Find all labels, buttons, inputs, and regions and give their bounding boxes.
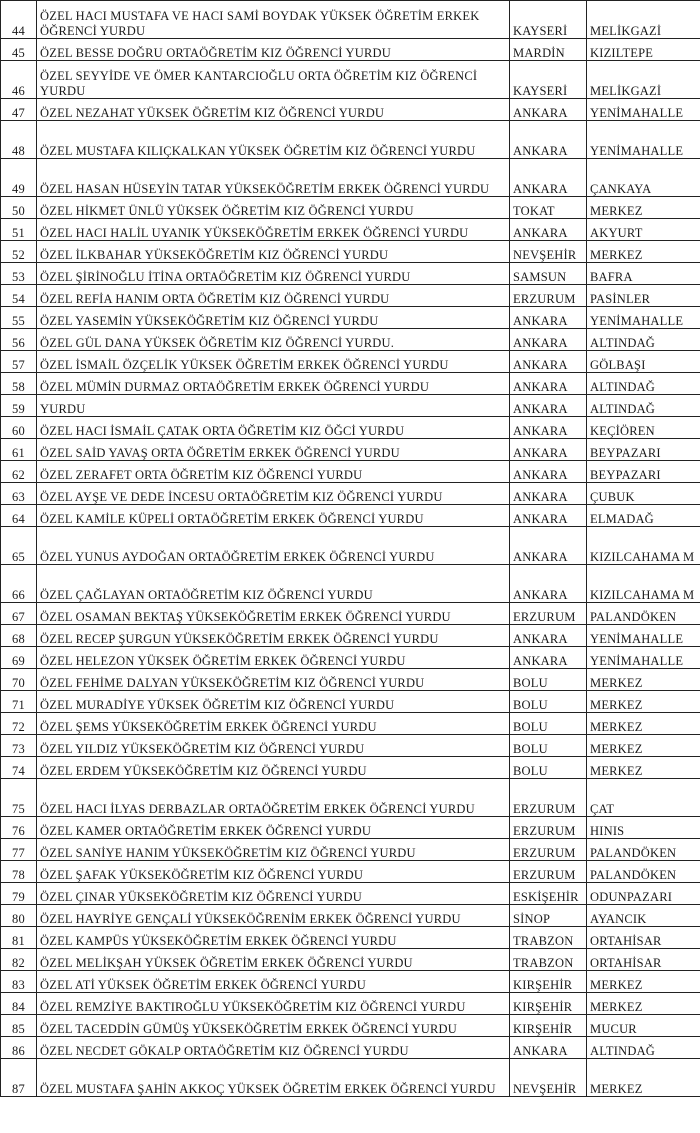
district-name: KIZILTEPE [587,39,700,61]
row-number: 69 [1,647,37,669]
table-row [1,603,700,625]
row-number: 52 [1,241,37,263]
city-name: BOLU [510,713,587,735]
row-number: 66 [1,565,37,603]
city-name: BOLU [510,757,587,779]
district-name: BEYPAZARI [587,461,700,483]
dormitory-name: YURDU [37,395,510,417]
district-name: MERKEZ [587,735,700,757]
dormitory-name: ÖZEL SANİYE HANIM YÜKSEKÖĞRETİM KIZ ÖĞRENCİ YURDU [37,839,510,861]
city-name: KIRŞEHİR [510,993,587,1015]
city-name: ANKARA [510,329,587,351]
dormitory-name: ÖZEL ATİ YÜKSEK ÖĞRETİM ERKEK ÖĞRENCİ YURDU [37,971,510,993]
city-name: TOKAT [510,197,587,219]
district-name: MERKEZ [587,669,700,691]
district-name: MELİKGAZİ [587,1,700,39]
table-row [1,1037,700,1059]
row-number: 60 [1,417,37,439]
table-row [1,505,700,527]
dormitory-name: ÖZEL OSAMAN BEKTAŞ YÜKSEKÖĞRETİM ERKEK ÖĞRENCİ YURDU [37,603,510,625]
dormitory-name: ÖZEL MURADİYE YÜKSEK ÖĞRETİM KIZ ÖĞRENCİ YURDU [37,691,510,713]
row-number: 87 [1,1059,37,1097]
dormitory-name: ÖZEL ÇINAR YÜKSEKÖĞRETİM KIZ ÖĞRENCİ YURDU [37,883,510,905]
city-name: BOLU [510,735,587,757]
dormitory-name: ÖZEL MUSTAFA KILIÇKALKAN YÜKSEK ÖĞRETİM KIZ ÖĞRENCİ YURDU [37,121,510,159]
table-row [1,395,700,417]
table-row [1,927,700,949]
dormitory-name: ÖZEL GÜL DANA YÜKSEK ÖĞRETİM KIZ ÖĞRENCİ YURDU. [37,329,510,351]
district-name: KIZILCAHAMA M [587,565,700,603]
row-number: 85 [1,1015,37,1037]
row-number: 44 [1,1,37,39]
table-row [1,39,700,61]
row-number: 64 [1,505,37,527]
row-number: 65 [1,527,37,565]
dormitory-name: ÖZEL NECDET GÖKALP ORTAÖĞRETİM KIZ ÖĞRENCİ YURDU [37,1037,510,1059]
city-name: ANKARA [510,307,587,329]
city-name: ERZURUM [510,861,587,883]
district-name: ALTINDAĞ [587,373,700,395]
row-number: 61 [1,439,37,461]
table-row [1,691,700,713]
district-name: ORTAHİSAR [587,949,700,971]
dormitory-name: ÖZEL NEZAHAT YÜKSEK ÖĞRETİM KIZ ÖĞRENCİ YURDU [37,99,510,121]
district-name: PALANDÖKEN [587,603,700,625]
row-number: 82 [1,949,37,971]
table-row [1,1059,700,1097]
district-name: MERKEZ [587,993,700,1015]
table-row [1,817,700,839]
city-name: KAYSERİ [510,1,587,39]
district-name: YENİMAHALLE [587,99,700,121]
district-name: MERKEZ [587,241,700,263]
table-row [1,949,700,971]
table-row [1,61,700,99]
dormitory-name: ÖZEL HİKMET ÜNLÜ YÜKSEK ÖĞRETİM KIZ ÖĞRENCİ YURDU [37,197,510,219]
table-row [1,779,700,817]
city-name: KIRŞEHİR [510,971,587,993]
row-number: 81 [1,927,37,949]
district-name: AKYURT [587,219,700,241]
table-row [1,307,700,329]
dormitory-name: ÖZEL HELEZON YÜKSEK ÖĞRETİM ERKEK ÖĞRENCİ YURDU [37,647,510,669]
dormitory-name: ÖZEL REMZİYE BAKTIROĞLU YÜKSEKÖĞRETİM KIZ ÖĞRENCİ YURDU [37,993,510,1015]
city-name: ANKARA [510,99,587,121]
dormitory-table-body [1,1,700,1097]
row-number: 47 [1,99,37,121]
row-number: 51 [1,219,37,241]
district-name: ODUNPAZARI [587,883,700,905]
district-name: MERKEZ [587,691,700,713]
table-row [1,197,700,219]
row-number: 83 [1,971,37,993]
city-name: ANKARA [510,527,587,565]
table-row [1,565,700,603]
dormitory-name: ÖZEL İSMAİL ÖZÇELİK YÜKSEK ÖĞRETİM ERKEK ÖĞRENCİ YURDU [37,351,510,373]
city-name: ERZURUM [510,603,587,625]
table-row [1,527,700,565]
city-name: NEVŞEHİR [510,1059,587,1097]
district-name: YENİMAHALLE [587,307,700,329]
city-name: ANKARA [510,121,587,159]
table-row [1,483,700,505]
dormitory-name: ÖZEL REFİA HANIM ORTA ÖĞRETİM KIZ ÖĞRENCİ YURDU [37,285,510,307]
district-name: ÇAT [587,779,700,817]
table-row [1,263,700,285]
city-name: TRABZON [510,949,587,971]
district-name: AYANCIK [587,905,700,927]
row-number: 70 [1,669,37,691]
table-row [1,713,700,735]
city-name: ANKARA [510,373,587,395]
row-number: 53 [1,263,37,285]
dormitory-name: ÖZEL HAYRİYE GENÇALİ YÜKSEKÖĞRENİM ERKEK ÖĞRENCİ YURDU [37,905,510,927]
table-row [1,993,700,1015]
row-number: 63 [1,483,37,505]
row-number: 67 [1,603,37,625]
row-number: 77 [1,839,37,861]
district-name: HINIS [587,817,700,839]
dormitory-name: ÖZEL ÇAĞLAYAN ORTAÖĞRETİM KIZ ÖĞRENCİ YURDU [37,565,510,603]
district-name: MERKEZ [587,971,700,993]
row-number: 45 [1,39,37,61]
table-row [1,1015,700,1037]
dormitory-name: ÖZEL HACI MUSTAFA VE HACI SAMİ BOYDAK YÜKSEK ÖĞRETİM ERKEK ÖĞRENCİ YURDU [37,1,510,39]
table-row [1,329,700,351]
table-row [1,417,700,439]
district-name: BEYPAZARI [587,439,700,461]
table-row [1,839,700,861]
row-number: 48 [1,121,37,159]
row-number: 76 [1,817,37,839]
dormitory-name: ÖZEL ŞAFAK YÜKSEKÖĞRETİM KIZ ÖĞRENCİ YURDU [37,861,510,883]
city-name: ANKARA [510,439,587,461]
row-number: 54 [1,285,37,307]
dormitory-name: ÖZEL AYŞE VE DEDE İNCESU ORTAÖĞRETİM KIZ ÖĞRENCİ YURDU [37,483,510,505]
table-row [1,905,700,927]
district-name: KEÇİÖREN [587,417,700,439]
row-number: 71 [1,691,37,713]
district-name: YENİMAHALLE [587,121,700,159]
city-name: BOLU [510,691,587,713]
city-name: KIRŞEHİR [510,1015,587,1037]
city-name: MARDİN [510,39,587,61]
dormitory-name: ÖZEL MELİKŞAH YÜKSEK ÖĞRETİM ERKEK ÖĞRENCİ YURDU [37,949,510,971]
row-number: 75 [1,779,37,817]
row-number: 59 [1,395,37,417]
district-name: PALANDÖKEN [587,839,700,861]
district-name: GÖLBAŞI [587,351,700,373]
row-number: 74 [1,757,37,779]
table-row [1,669,700,691]
district-name: ALTINDAĞ [587,1037,700,1059]
city-name: ANKARA [510,483,587,505]
city-name: KAYSERİ [510,61,587,99]
district-name: ÇANKAYA [587,159,700,197]
dormitory-name: ÖZEL KAMİLE KÜPELİ ORTAÖĞRETİM ERKEK ÖĞRENCİ YURDU [37,505,510,527]
city-name: ANKARA [510,647,587,669]
district-name: PASİNLER [587,285,700,307]
district-name: KIZILCAHAMA M [587,527,700,565]
row-number: 57 [1,351,37,373]
district-name: ELMADAĞ [587,505,700,527]
row-number: 50 [1,197,37,219]
city-name: NEVŞEHİR [510,241,587,263]
dormitory-name: ÖZEL KAMPÜS YÜKSEKÖĞRETİM ERKEK ÖĞRENCİ YURDU [37,927,510,949]
table-row [1,1,700,39]
dormitory-name: ÖZEL YUNUS AYDOĞAN ORTAÖĞRETİM ERKEK ÖĞRENCİ YURDU [37,527,510,565]
city-name: ANKARA [510,159,587,197]
table-row [1,99,700,121]
table-row [1,121,700,159]
district-name: ÇUBUK [587,483,700,505]
row-number: 49 [1,159,37,197]
district-name: MUCUR [587,1015,700,1037]
dormitory-name: ÖZEL HACI HALİL UYANIK YÜKSEKÖĞRETİM ERKEK ÖĞRENCİ YURDU [37,219,510,241]
dormitory-name: ÖZEL SEYYİDE VE ÖMER KANTARCIOĞLU ORTA ÖĞRETİM KIZ ÖĞRENCİ YURDU [37,61,510,99]
row-number: 62 [1,461,37,483]
table-row [1,883,700,905]
dormitory-name: ÖZEL YASEMİN YÜKSEKÖĞRETİM KIZ ÖĞRENCİ YURDU [37,307,510,329]
dormitory-name: ÖZEL ŞİRİNOĞLU İTİNA ORTAÖĞRETİM KIZ ÖĞRENCİ YURDU [37,263,510,285]
table-row [1,757,700,779]
city-name: SAMSUN [510,263,587,285]
row-number: 73 [1,735,37,757]
city-name: ERZURUM [510,817,587,839]
row-number: 58 [1,373,37,395]
table-row [1,461,700,483]
dormitory-name: ÖZEL KAMER ORTAÖĞRETİM ERKEK ÖĞRENCİ YURDU [37,817,510,839]
table-row [1,971,700,993]
district-name: BAFRA [587,263,700,285]
city-name: ANKARA [510,417,587,439]
dormitory-name: ÖZEL ERDEM YÜKSEKÖĞRETİM KIZ ÖĞRENCİ YURDU [37,757,510,779]
row-number: 46 [1,61,37,99]
table-row [1,625,700,647]
district-name: MERKEZ [587,197,700,219]
table-row [1,373,700,395]
city-name: ANKARA [510,625,587,647]
dormitory-name: ÖZEL ZERAFET ORTA ÖĞRETİM KIZ ÖĞRENCİ YURDU [37,461,510,483]
row-number: 79 [1,883,37,905]
row-number: 86 [1,1037,37,1059]
dormitory-name: ÖZEL ŞEMS YÜKSEKÖĞRETİM ERKEK ÖĞRENCİ YURDU [37,713,510,735]
dormitory-name: ÖZEL MUSTAFA ŞAHİN AKKOÇ YÜKSEK ÖĞRETİM ERKEK ÖĞRENCİ YURDU [37,1059,510,1097]
city-name: ANKARA [510,505,587,527]
row-number: 84 [1,993,37,1015]
dormitory-name: ÖZEL MÜMİN DURMAZ ORTAÖĞRETİM ERKEK ÖĞRENCİ YURDU [37,373,510,395]
table-row [1,439,700,461]
row-number: 68 [1,625,37,647]
city-name: ERZURUM [510,285,587,307]
dormitory-name: ÖZEL YILDIZ YÜKSEKÖĞRETİM KIZ ÖĞRENCİ YURDU [37,735,510,757]
district-name: MELİKGAZİ [587,61,700,99]
table-row [1,351,700,373]
dormitory-name: ÖZEL SAİD YAVAŞ ORTA ÖĞRETİM ERKEK ÖĞRENCİ YURDU [37,439,510,461]
dormitory-name: ÖZEL İLKBAHAR YÜKSEKÖĞRETİM KIZ ÖĞRENCİ YURDU [37,241,510,263]
city-name: BOLU [510,669,587,691]
dormitory-name: ÖZEL FEHİME DALYAN YÜKSEKÖĞRETİM KIZ ÖĞRENCİ YURDU [37,669,510,691]
row-number: 55 [1,307,37,329]
dormitory-name: ÖZEL HASAN HÜSEYİN TATAR YÜKSEKÖĞRETİM ERKEK ÖĞRENCİ YURDU [37,159,510,197]
row-number: 80 [1,905,37,927]
table-row [1,735,700,757]
city-name: ANKARA [510,395,587,417]
row-number: 72 [1,713,37,735]
dormitory-name: ÖZEL BESSE DOĞRU ORTAÖĞRETİM KIZ ÖĞRENCİ YURDU [37,39,510,61]
city-name: ANKARA [510,351,587,373]
district-name: ALTINDAĞ [587,329,700,351]
district-name: YENİMAHALLE [587,647,700,669]
city-name: TRABZON [510,927,587,949]
district-name: PALANDÖKEN [587,861,700,883]
table-row [1,219,700,241]
district-name: ALTINDAĞ [587,395,700,417]
district-name: MERKEZ [587,713,700,735]
city-name: ANKARA [510,1037,587,1059]
dormitory-name: ÖZEL TACEDDİN GÜMÜŞ YÜKSEKÖĞRETİM ERKEK ÖĞRENCİ YURDU [37,1015,510,1037]
district-name: MERKEZ [587,757,700,779]
city-name: ERZURUM [510,839,587,861]
district-name: MERKEZ [587,1059,700,1097]
table-row [1,647,700,669]
row-number: 56 [1,329,37,351]
city-name: ESKİŞEHİR [510,883,587,905]
table-row [1,241,700,263]
dormitory-name: ÖZEL HACI İSMAİL ÇATAK ORTA ÖĞRETİM KIZ ÖĞCİ YURDU [37,417,510,439]
district-name: YENİMAHALLE [587,625,700,647]
table-row [1,285,700,307]
district-name: ORTAHİSAR [587,927,700,949]
row-number: 78 [1,861,37,883]
city-name: ANKARA [510,565,587,603]
dormitory-name: ÖZEL RECEP ŞURGUN YÜKSEKÖĞRETİM ERKEK ÖĞRENCİ YURDU [37,625,510,647]
city-name: ERZURUM [510,779,587,817]
city-name: ANKARA [510,461,587,483]
table-row [1,861,700,883]
city-name: SİNOP [510,905,587,927]
city-name: ANKARA [510,219,587,241]
dormitory-name: ÖZEL HACI İLYAS DERBAZLAR ORTAÖĞRETİM ERKEK ÖĞRENCİ YURDU [37,779,510,817]
table-row [1,159,700,197]
